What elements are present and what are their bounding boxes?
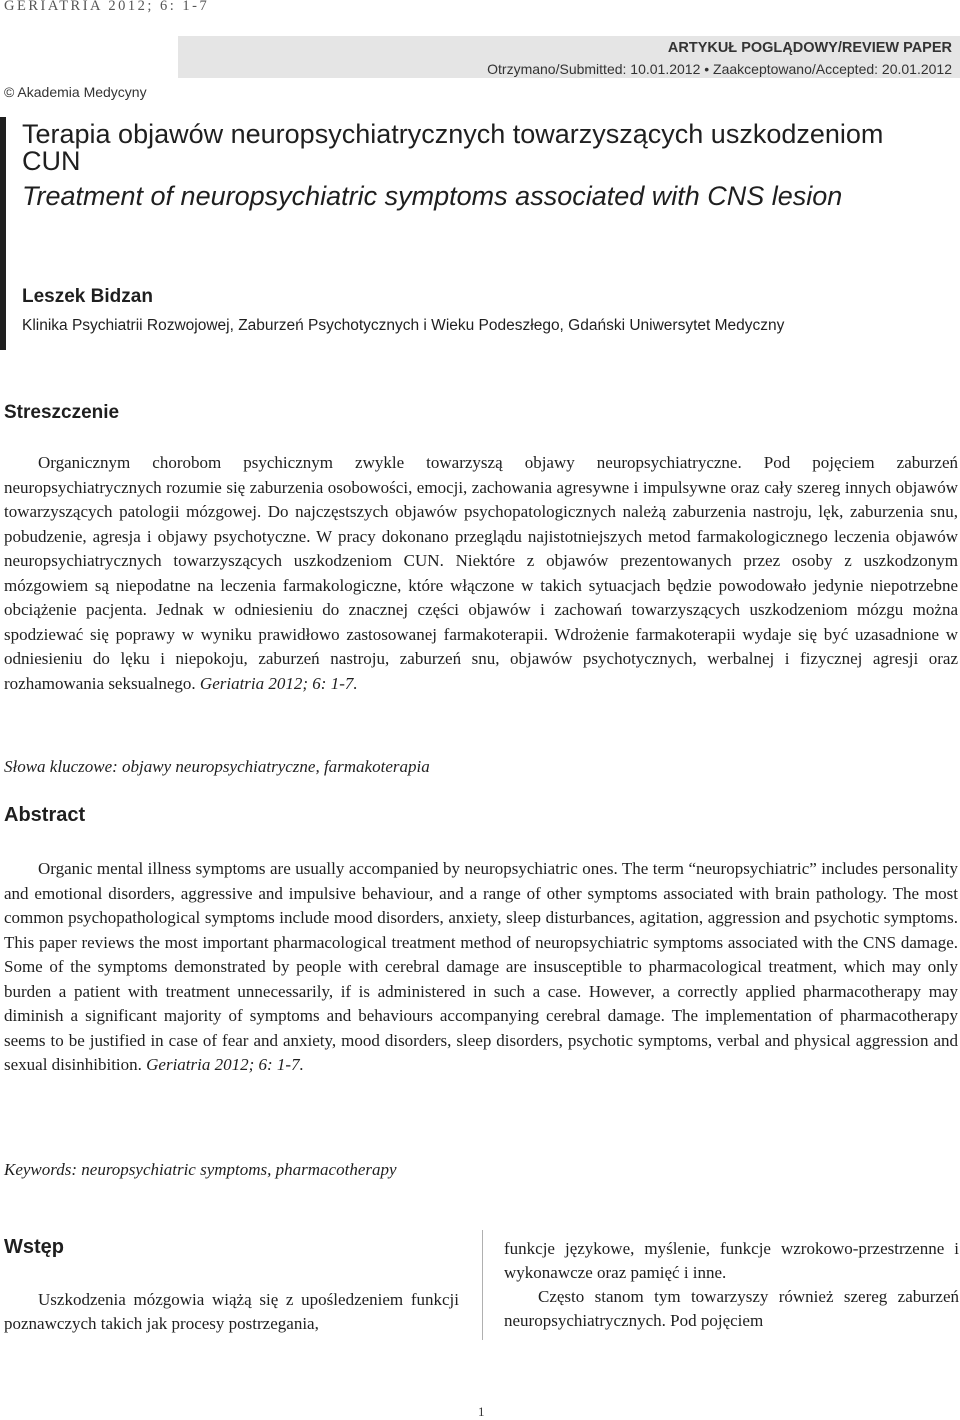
- abstract-heading: Abstract: [4, 804, 86, 826]
- keywords-english: Keywords: neuropsychiatric symptoms, pharmacotherapy: [4, 1160, 397, 1179]
- submission-dates: Otrzymano/Submitted: 10.01.2012 • Zaakceptowano/Accepted: 20.01.2012: [487, 61, 952, 77]
- column-divider: [482, 1230, 483, 1340]
- author-affiliation: Klinika Psychiatrii Rozwojowej, Zaburzeń Psychotycznych i Wieku Podeszłego, Gdański Uniwersytet Medyczny: [22, 317, 785, 334]
- streszczenie-citation: Geriatria 2012; 6: 1-7.: [199, 673, 358, 693]
- abstract-text: Organic mental illness symptoms are usually accompanied by neuropsychiatric ones. The term “neuropsychiatric” includes personality and emotional disorders, aggressive and impulsive behaviour, and a range of other symptoms associated with brain pathology. The most common psychopathological symptoms include mood disorders, anxiety, sleep disturbances, agitation, aggression and psychotic symptoms. This paper reviews the most important pharmacological treatment method of neuropsychiatric symptoms associated with the CNS damage. Some of the symptoms demonstrated by people with cerebral damage are insusceptible to pharmacological treatment, which may only burden a patient with treatment unnecessarily, if is administered in such a case. However, a correctly applied pharmacotherapy may diminish a significant majority of symptoms and behaviours accompanying cerebral damage. The implementation of pharmacotherapy seems to be justified in case of fear and anxiety, mood disorders, sleep disorders, psychotic symptoms, verbal and physical aggression and sexual disinhibition.: [4, 859, 958, 1074]
- abstract-citation: Geriatria 2012; 6: 1-7.: [146, 1055, 304, 1074]
- title-polish: Terapia objawów neuropsychiatrycznych towarzyszących uszkodzeniom CUN: [22, 119, 884, 176]
- wstep-left-column: [4, 1288, 459, 1336]
- title-english: Treatment of neuropsychiatric symptoms associated with CNS lesion: [22, 181, 843, 211]
- journal-citation-header: GERIATRIA 2012; 6: 1-7: [4, 0, 210, 14]
- wstep-right-column: [504, 1237, 959, 1333]
- wstep-right-paragraph: Często stanom tym towarzyszy również szereg zaburzeń neuropsychiatrycznych. Pod pojęciem: [504, 1287, 959, 1330]
- article-type-label: ARTYKUŁ POGLĄDOWY/REVIEW PAPER: [667, 40, 952, 56]
- wstep-left-paragraph: Uszkodzenia mózgowia wiążą się z upośledzeniem funkcji poznawczych takich jak procesy postrzegania,: [4, 1290, 459, 1333]
- wstep-heading: Wstęp: [4, 1236, 64, 1258]
- streszczenie-text: Organicznym chorobom psychicznym zwykle towarzyszą objawy neuropsychiatryczne. Pod pojęciem zaburzeń neuropsychiatrycznych rozumie się zaburzenia osobowości, emocji, zachowania agresywne i impulsywne oraz cały szereg innych objawów towarzyszących patologii mózgowej. Do najczęstszych objawów psychopatologicznych należą zaburzenia nastroju, lęk, zaburzenia snu, pobudzenie, agresja i objawy psychotyczne. W pracy dokonano przeglądu najistotniejszych metod farmakologicznego leczenia objawów neuropsychiatrycznych towarzyszących uszkodzeniom CUN. Niektóre z objawów prezentowanych przez osoby z uszkodzonym mózgowiem są niepodatne na leczenia farmakologiczne, które włączone w takich sytuacjach będzie powodowało jedynie niepotrzebne obciążenie pacjenta. Jednak w odniesieniu do znacznej części objawów i zachowań towarzyszących uszkodzeniom mózgu można spodziewać się poprawy w wyniku prawidłowo zastosowanej farmakoterapii. Wdrożenie farmakoterapii wydaje się być uzasadnione w odniesieniu do lęku i niepokoju, zaburzeń nastroju, zaburzeń snu, objawów psychotycznych, werbalnej i fizycznej agresji oraz rozhamowania seksualnego.: [4, 453, 958, 693]
- author-name: Leszek Bidzan: [22, 286, 153, 307]
- abstract-body: [4, 857, 958, 1078]
- streszczenie-body: [4, 451, 958, 696]
- streszczenie-heading: Streszczenie: [4, 402, 120, 423]
- keywords-polish: Słowa kluczowe: objawy neuropsychiatryczne, farmakoterapia: [4, 757, 430, 776]
- page-number: 1: [478, 1404, 485, 1419]
- title-accent-bar: [0, 117, 6, 350]
- copyright-notice: © Akademia Medycyny: [4, 84, 147, 100]
- wstep-right-continuation: funkcje językowe, myślenie, funkcje wzrokowo-przestrzenne i wykonawcze oraz pamięć i inne.: [504, 1239, 959, 1282]
